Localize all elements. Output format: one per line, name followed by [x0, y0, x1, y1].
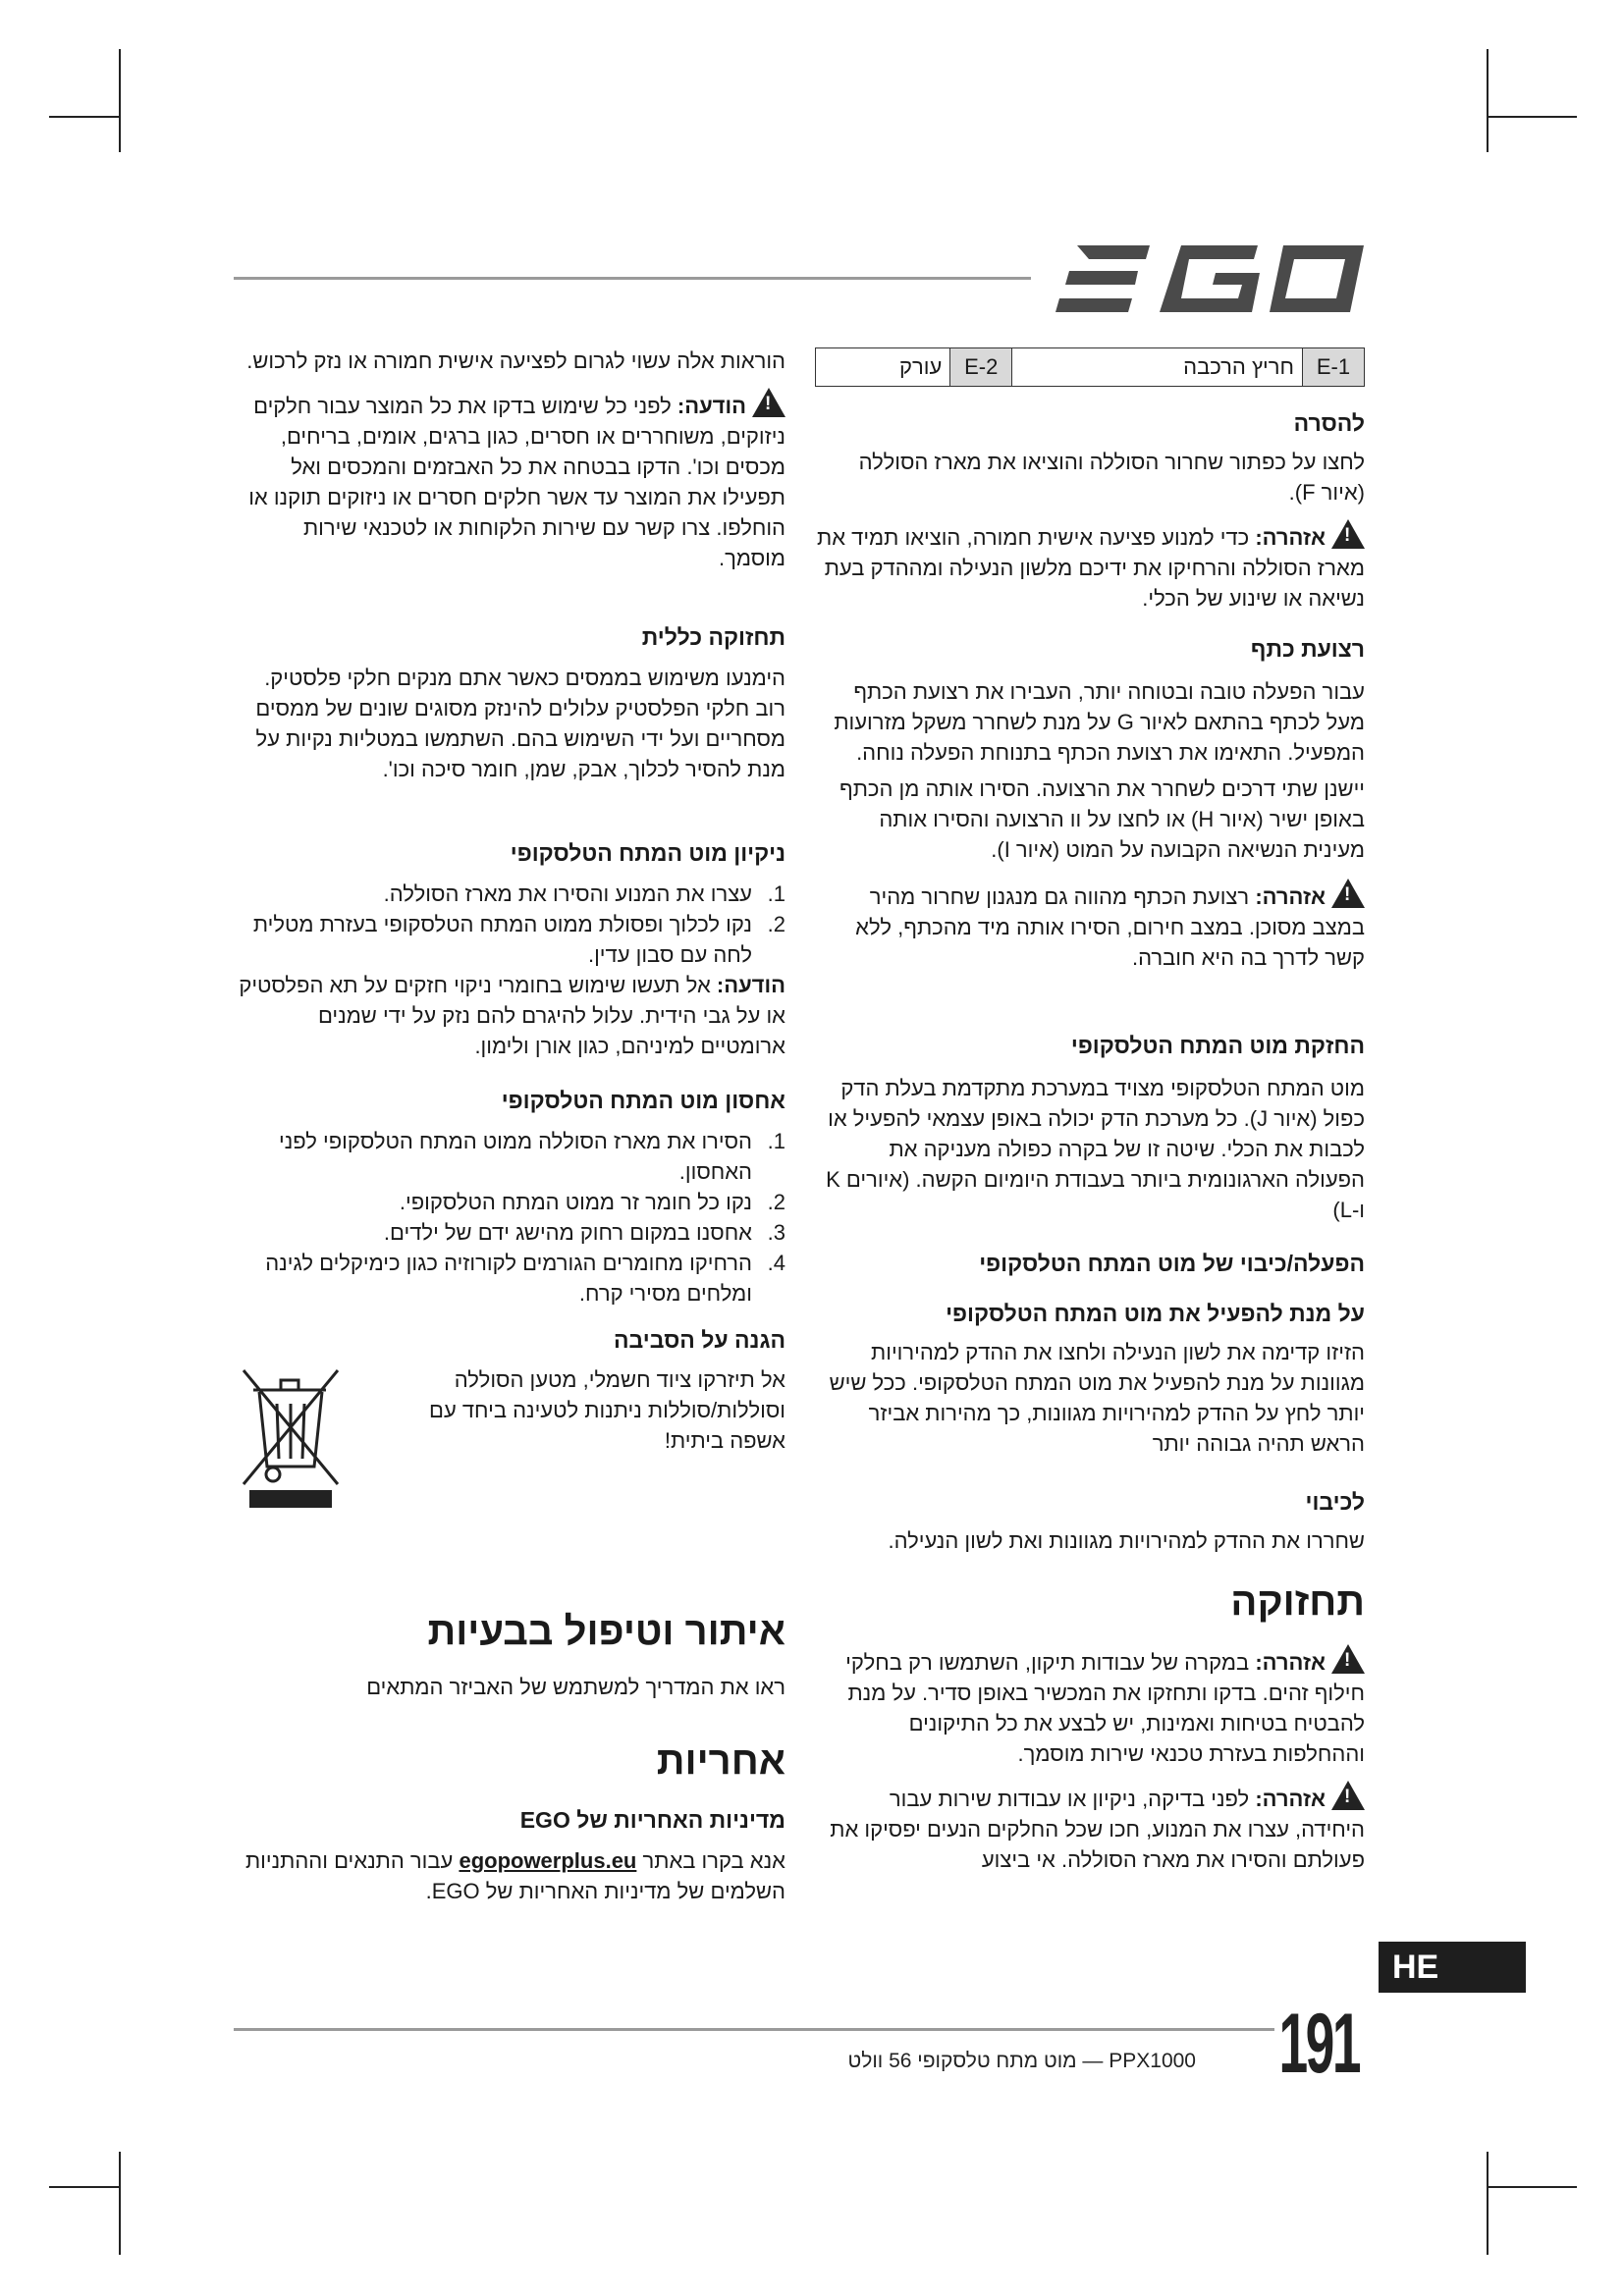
environment-title: הגנה על הסביבה — [613, 1327, 785, 1353]
holding-title: החזקת מוט המתח הטלסקופי — [1070, 1033, 1365, 1058]
ref-code-2: E-2 — [950, 348, 1012, 387]
crop-mark-bottom-left-h — [49, 2186, 119, 2188]
list-item: 2. נקו לכלוך ופסולת ממוט המתח הטלסקופי בעזרת מטלית לחה עם סבון עדין. — [252, 912, 785, 967]
troubleshooting-text: ראו את המדריך למשתמש של האביזר המתאים — [366, 1675, 785, 1699]
crop-mark-top-right-v — [1487, 49, 1489, 152]
weee-bin-icon — [234, 1364, 352, 1512]
maintenance-warning-2: !אזהרה: לפני בדיקה, ניקיון או עבודות שירות עבור היחידה, עצרו את המנוע, חכו שכל החלקים הנעים יפסיקו את פעולתם והסירו את מארז הסוללה. אי ביצוע — [815, 1781, 1365, 1875]
strap-warning: !אזהרה: רצועת הכתף מהווה גם מנגנון שחרור מהיר במצב מסוכן. במצב חירום, הסירו אותה מיד מהכתף, ללא קשר לדרך בה היא חוברה. — [815, 879, 1365, 973]
list-item: 2. נקו כל חומר זר ממוט המתח הטלסקופי. — [399, 1190, 785, 1214]
strap-text-1: עבור הפעלה טובה ובטוחה יותר, העבירו את רצועת הכתף מעל לכתף בהתאם לאיור G על מנת לשחרר משקל מזרועות המפעיל. התאימו את רצועת הכתף בתנוחת הפעלה נוחה. — [834, 679, 1365, 765]
ego-logo — [1056, 243, 1364, 314]
cleaning-list — [234, 879, 785, 970]
footer-rule — [234, 2028, 1274, 2031]
page-number: 191 — [1278, 1997, 1359, 2091]
list-item: 1. הסירו את מארז הסוללה ממוט המתח הטלסקופי לפני האחסון. — [279, 1129, 785, 1184]
intro-text: הוראות אלה עשוי לגרום לפציעה אישית חמורה או נזק לרכוש. — [246, 348, 785, 373]
list-item: 1. עצרו את המנוע והסירו את מארז הסוללה. — [383, 881, 785, 906]
troubleshooting-title: איתור וטיפול בבעיות — [427, 1610, 785, 1653]
holding-text: מוט המתח הטלסקופי מצויד במערכת מתקדמת בעלת הדק כפול (איור J). כל מערכת הדק יכולה באופן עצמאי להפעיל או לכבות את הכלי. שיטה זו של בקרה כפולה מעניקה את הפעולה הארגונומית ביותר בעבודת היומיום הקשה. (איורים K ו-L) — [826, 1076, 1365, 1222]
crop-mark-top-right-h — [1489, 116, 1577, 118]
warranty-text: אנא בקרו באתר egopowerplus.eu עבור התנאים וההתניות השלמים של מדיניות האחריות של EGO. — [244, 1848, 785, 1903]
warning-icon — [1331, 1781, 1365, 1810]
header-rule — [234, 277, 1031, 280]
warning-icon — [752, 388, 785, 417]
general-text: הימנעו משימוש בממסים כאשר אתם מנקים חלקי פלסטיק. רוב חלקי הפלסטיק עלולים להינזק מסוגים שונים של ממסים מסחריים ועל ידי השימוש בהם. השתמשו במטליות נקיות על מנת להסיר לכלוך, אבק, שמן, חומר סיכה וכו'. — [255, 666, 785, 781]
strap-text-2: יישנן שתי דרכים לשחרר את הרצועה. הסירו אותה מן הכתף באופן ישיר (איור H) או לחצו על וו הרצועה והסירו אותה מעינית הנשיאה הקבועה על המוט (איור I). — [839, 776, 1365, 862]
maintenance-warning-1: !אזהרה: במקרה של עבודות תיקון, השתמשו רק בחלקי חילוף זהים. בדקו ותחזקו את המכשיר באופן סדיר. על מנת להבטיח בטיחות ואמינות, יש לבצע את כל התיקונים וההחלפות בעזרת טכנאי שירות מוסמך. — [815, 1644, 1365, 1769]
warning-icon — [1331, 1644, 1365, 1674]
stop-text: שחררו את ההדק למהירויות מגוונות ואת לשון הנעילה. — [888, 1528, 1365, 1553]
warranty-title: אחריות — [656, 1739, 785, 1783]
cleaning-notice: הודעה: אל תעשו שימוש בחומרי ניקוי חזקים על תא הפלסטיק או על גבי הידית. עלול להיגרם להם נזק על ידי שמנים ארומטיים למיניהם, כגון אורן ולימון. — [239, 973, 785, 1058]
language-tab: HE — [1379, 1942, 1526, 1993]
crop-mark-bottom-right-h — [1489, 2186, 1577, 2188]
notice-paragraph: !הודעה: לפני כל שימוש בדקו את כל המוצר עבור חלקים ניזוקים, משוחררים או חסרים, כגון ברגים, אומים, בריחים, מכסים וכו'. הדקו בבטחה את כל האבזמים והמכסים ואל תפעילו את המוצר עד אשר חלקים חסרים או ניזוקים תוקנו או הוחלפו. צרו קשר עם שירות הלקוחות או לטכנאי שירות מוסמך. — [234, 388, 785, 573]
start-text: הזיזו קדימה את לשון הנעילה ולחצו את ההדק למהירויות מגוונות על מנת להפעיל את מוט המתח הטלסקופי. ככל שיש יותר לחץ על ההדק למהירויות מגוונות, כך מהירות אביזר הראש תהיה גבוהה יותר — [829, 1340, 1365, 1456]
crop-mark-bottom-right-v — [1487, 2152, 1489, 2255]
stop-title: לכיבוי — [1305, 1489, 1365, 1515]
ref-code-1: E-1 — [1303, 348, 1365, 387]
warning-icon — [1331, 519, 1365, 549]
warranty-subtitle: מדיניות האחריות של EGO — [519, 1807, 785, 1833]
list-item: 4. הרחיקו מחומרים הגורמים לקורוזיה כגון כימיקלים לגינה ומלחים מסירי קרח. — [265, 1251, 785, 1306]
onoff-title: הפעלה/כיבוי של מוט המתח הטלסקופי — [979, 1251, 1365, 1276]
general-title: תחזוקה כללית — [641, 624, 785, 650]
removal-warning: !אזהרה: כדי למנוע פציעה אישית חמורה, הוציאו תמיד את מארז הסוללה והרחיקו את ידיכם מלשון הנעילה ומההדק בעת נשיאה או שינוע של הכלי. — [815, 519, 1365, 614]
maintenance-title: תחזוקה — [1230, 1580, 1365, 1624]
warranty-link[interactable]: egopowerplus.eu — [459, 1848, 637, 1873]
start-title: על מנת להפעיל את מוט המתח הטלסקופי — [946, 1301, 1365, 1326]
warning-icon — [1331, 879, 1365, 908]
crop-mark-top-left-v — [119, 49, 121, 152]
crop-mark-top-left-h — [49, 116, 119, 118]
ref-label-2: עורק — [816, 348, 950, 387]
footer-text: PPX1000 — מוט מתח טלסקופי 56 וולט — [847, 2050, 1196, 2072]
reference-table — [815, 347, 1365, 387]
removal-title: להסרה — [1293, 410, 1365, 436]
cleaning-title: ניקיון מוט המתח הטלסקופי — [510, 840, 785, 866]
environment-text: אל תיזרקו ציוד חשמלי, מטען הסוללה וסוללות/סוללות ניתנות לטעינה ביחד עם אשפה ביתית! — [429, 1367, 785, 1453]
storage-title: אחסון מוט המתח הטלסקופי — [501, 1088, 785, 1113]
list-item: 3. אחסנו במקום רחוק מהישג ידם של ילדים. — [383, 1220, 785, 1245]
ref-label-1: חריץ הרכבה — [1012, 348, 1303, 387]
crop-mark-bottom-left-v — [119, 2152, 121, 2255]
strap-title: רצועת כתף — [1250, 636, 1365, 662]
storage-list — [234, 1126, 785, 1308]
removal-text: לחצו על כפתור שחרור הסוללה והוציאו את מארז הסוללה (איור F). — [858, 450, 1365, 505]
